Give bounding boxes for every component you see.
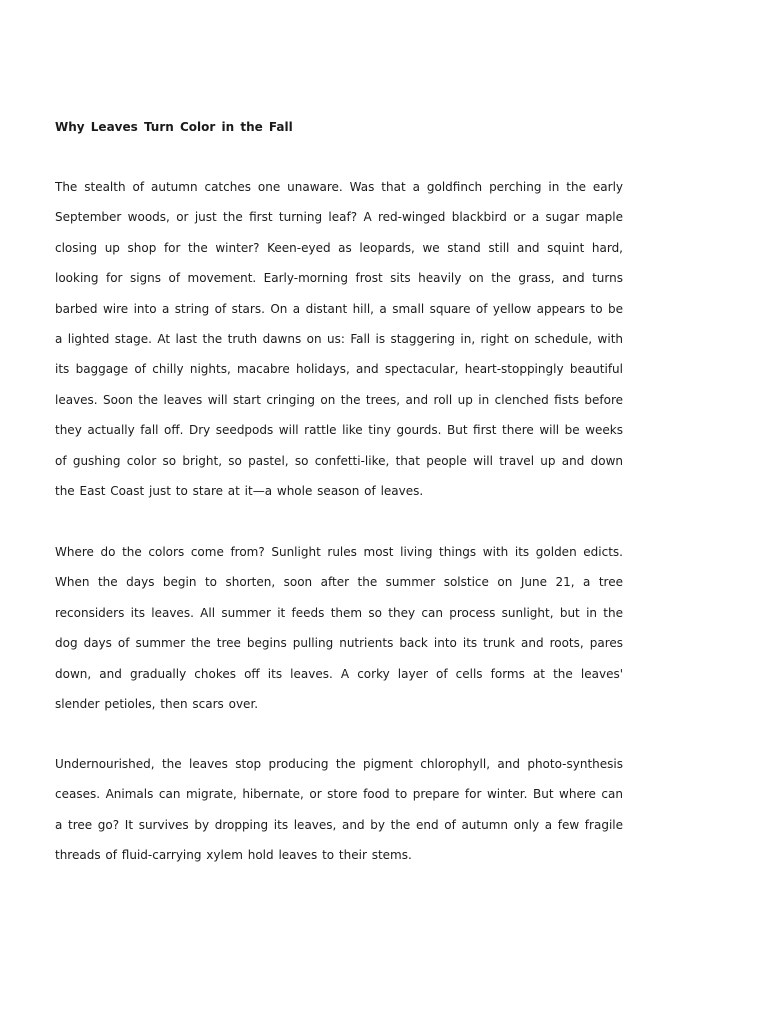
document-title: Why Leaves Turn Color in the Fall [55,120,293,134]
paragraph-1: The stealth of autumn catches one unaware. Was that a goldfinch perching in the early September woods, or just the first turning leaf? A red-winged blackbird or a sugar maple closing up shop for the winter? Keen-eyed as leopards, we stand still and squint hard, looking for signs of movement. Early-morning frost sits heavily on the grass, and turns barbed wire into a string of stars. On a distant hill, a small square of yellow appears to be a lighted stage. At last the truth dawns on us: Fall is staggering in, right on schedule, with its baggage of chilly nights, macabre holidays, and spectacular, heart-stoppingly beautiful leaves. Soon the leaves will start cringing on the trees, and roll up in clenched fists before they actually fall off. Dry seedpods will rattle like tiny gourds. But first there will be weeks of gushing color so bright, so pastel, so confetti-like, that people will travel up and down the East Coast just to stare at it—a whole season of leaves. [55,180,623,499]
paragraph-2: Where do the colors come from? Sunlight rules most living things with its golden edicts. When the days begin to shorten, soon after the summer solstice on June 21, a tree reconsiders its leaves. All summer it feeds them so they can process sunlight, but in the dog days of summer the tree begins pulling nutrients back into its trunk and roots, pares down, and gradually chokes off its leaves. A corky layer of cells forms at the leaves' slender petioles, then scars over. [55,545,623,712]
paragraph-3: Undernourished, the leaves stop producing the pigment chlorophyll, and photo-synthesis ceases. Animals can migrate, hibernate, or store food to prepare for winter. But where can a tree go? It survives by dropping its leaves, and by the end of autumn only a few fragile threads of fluid-carrying xylem hold leaves to their stems. [55,757,623,863]
